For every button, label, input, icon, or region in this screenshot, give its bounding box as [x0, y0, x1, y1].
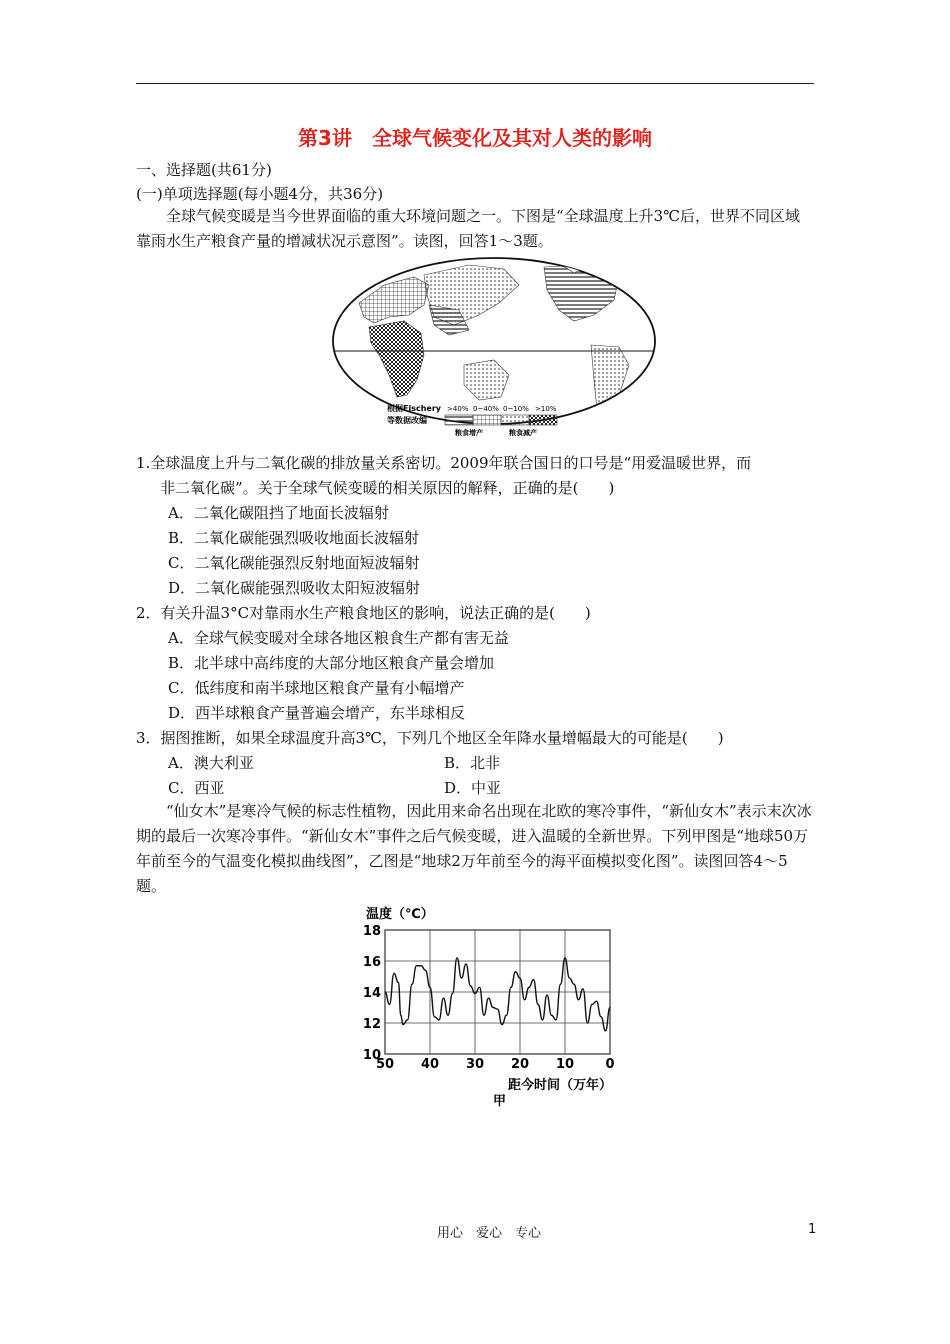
temperature-point [425, 970, 426, 971]
temperature-point [533, 979, 534, 980]
legend-swatch-4 [529, 415, 557, 425]
y-tick-label: 12 [362, 1017, 381, 1032]
temperature-point [582, 988, 583, 989]
x-tick-label: 30 [465, 1057, 485, 1072]
chart-y-ticks [363, 924, 381, 1063]
temperature-point [596, 1001, 597, 1002]
temperature-point [438, 1019, 439, 1020]
legend-range-2: 0~40% [473, 405, 499, 413]
x-tick-label: 0 [605, 1057, 615, 1072]
temperature-point [537, 1004, 538, 1005]
temperature-point [564, 957, 565, 958]
question-1-option-c: C．二氧化碳能强烈反射地面短波辐射 [168, 554, 420, 572]
y-tick-label: 18 [362, 924, 381, 939]
chart-caption: 甲 [493, 1094, 507, 1109]
temperature-point [389, 1004, 390, 1005]
temperature-point [519, 977, 520, 978]
page-title: 第3讲 全球气候变化及其对人类的影响 [298, 126, 652, 150]
temperature-point [420, 965, 421, 966]
question-2-option-a: A．全球气候变暖对全球各地区粮食生产都有害无益 [168, 629, 509, 647]
temperature-point [600, 1016, 601, 1017]
y-tick-label: 10 [362, 1048, 381, 1063]
temperature-point [479, 987, 480, 988]
x-tick-label: 40 [420, 1057, 440, 1072]
temperature-point [398, 982, 399, 983]
temperature-point [456, 957, 457, 958]
temperature-point [452, 993, 453, 994]
temperature-point [393, 973, 394, 974]
question-2-stem: 2．有关升温3°C对靠雨水生产粮食地区的影响，说法正确的是( ) [136, 604, 591, 622]
temperature-point [515, 971, 516, 972]
legend-decrease-label: 粮食减产 [509, 429, 537, 437]
y-tick-label: 16 [362, 955, 381, 970]
map-source-line1: 根据Fischery [387, 404, 441, 413]
temperature-point [542, 1019, 543, 1020]
question-2-option-d: D．西半球粮食产量普遍会增产，东半球相反 [168, 704, 466, 722]
header-rule [136, 83, 814, 84]
temperature-point [569, 977, 570, 978]
temperature-point [546, 995, 547, 996]
footer-page-number: 1 [808, 1222, 817, 1237]
question-3-option-b: B．北非 [444, 754, 501, 772]
question-1-stem-line1: 1.全球温度上升与二氧化碳的排放量关系密切。2009年联合国日的口号是“用爱温暖世界，而 [136, 454, 752, 472]
temperature-point [416, 965, 417, 966]
temperature-point [551, 1015, 552, 1016]
chart-xlabel: 距今时间（万年） [508, 1078, 613, 1093]
question-2-option-c: C．低纬度和南半球地区粮食产量有小幅增产 [168, 679, 465, 697]
question-1-option-a: A．二氧化碳阻挡了地面长波辐射 [168, 504, 389, 522]
intro-paragraph-2: “仙女木”是寒冷气候的标志性植物，因此用来命名出现在北欧的寒冷事件，“新仙女木”表示末次冰期的最后一次寒冷事件。“新仙女木”事件之后气候变暖，进入温暖的全新世界。下列甲图是“地球50万年前至今的气温变化模拟曲线图”，乙图是“地球2万年前至今的海平面模拟变化图”。读图回答4～5题。 [136, 802, 812, 895]
temperature-point [578, 999, 579, 1000]
legend-swatch-3 [501, 415, 529, 425]
temperature-point [488, 998, 489, 999]
temperature-point [400, 1015, 401, 1016]
question-1-option-d: D．二氧化碳能强烈吸收太阳短波辐射 [168, 579, 421, 597]
temperature-point [560, 984, 561, 985]
legend-swatch-2 [473, 415, 501, 425]
temperature-point [524, 999, 525, 1000]
temperature-point [447, 1015, 448, 1016]
legend-swatch-1 [445, 415, 473, 425]
section-heading: 一、选择题(共61分) [136, 161, 272, 179]
legend-range-4: >10% [535, 405, 557, 413]
temperature-point [483, 1015, 484, 1016]
world-map-figure [329, 255, 659, 445]
subsection-heading: (一)单项选择题(每小题4分，共36分) [136, 185, 384, 203]
temperature-point [501, 1024, 502, 1025]
temperature-point [407, 1019, 408, 1020]
temperature-point [591, 1004, 592, 1005]
temperature-point [434, 1016, 435, 1017]
temperature-point [497, 1008, 498, 1009]
map-source-line2: 等数据改编 [387, 416, 427, 425]
temperature-point [384, 991, 385, 992]
temperature-point [510, 987, 511, 988]
chart-ylabel: 温度（℃） [366, 907, 434, 922]
question-1-option-b: B．二氧化碳能强烈吸收地面长波辐射 [168, 529, 420, 547]
temperature-point [474, 993, 475, 994]
question-1-stem-line2: 非二氧化碳”。关于全球气候变暖的相关原因的解释，正确的是( ) [160, 479, 615, 497]
y-tick-label: 14 [362, 986, 381, 1001]
x-tick-label: 50 [375, 1057, 395, 1072]
temperature-point [465, 964, 466, 965]
question-3-option-a: A．澳大利亚 [168, 754, 254, 772]
temperature-point [461, 977, 462, 978]
temperature-point [609, 1007, 610, 1008]
temperature-point [506, 1015, 507, 1016]
chart-x-ticks [376, 1057, 615, 1072]
question-2-option-b: B．北半球中高纬度的大部分地区粮食产量会增加 [168, 654, 495, 672]
temperature-point [528, 987, 529, 988]
temperature-point [605, 1030, 606, 1031]
temperature-point [402, 1024, 403, 1025]
temperature-point [573, 984, 574, 985]
temperature-point [587, 1022, 588, 1023]
legend-increase-label: 粮食增产 [455, 429, 483, 437]
temperature-point [443, 998, 444, 999]
legend-range-1: >40% [447, 405, 469, 413]
temperature-point [492, 1007, 493, 1008]
x-tick-label: 10 [555, 1057, 575, 1072]
temperature-point [470, 985, 471, 986]
south-america-region [591, 345, 629, 415]
temperature-chart [350, 900, 630, 1110]
legend-range-3: 0~10% [503, 405, 529, 413]
x-tick-label: 20 [510, 1057, 530, 1072]
question-3-option-c: C．西亚 [168, 779, 225, 797]
temperature-point [411, 984, 412, 985]
question-3-stem: 3．据图推断，如果全球温度升高3℃，下列几个地区全年降水量增幅最大的可能是( ) [136, 729, 724, 747]
temperature-point [555, 1019, 556, 1020]
footer-center: 用心 爱心 专心 [437, 1226, 542, 1241]
question-3-option-d: D．中亚 [444, 779, 502, 797]
temperature-point [429, 987, 430, 988]
intro-paragraph-1: 全球气候变暖是当今世界面临的重大环境问题之一。下图是“全球温度上升3℃后，世界不同区域靠雨水生产粮食产量的增减状况示意图”。读图，回答1～3题。 [136, 207, 800, 250]
